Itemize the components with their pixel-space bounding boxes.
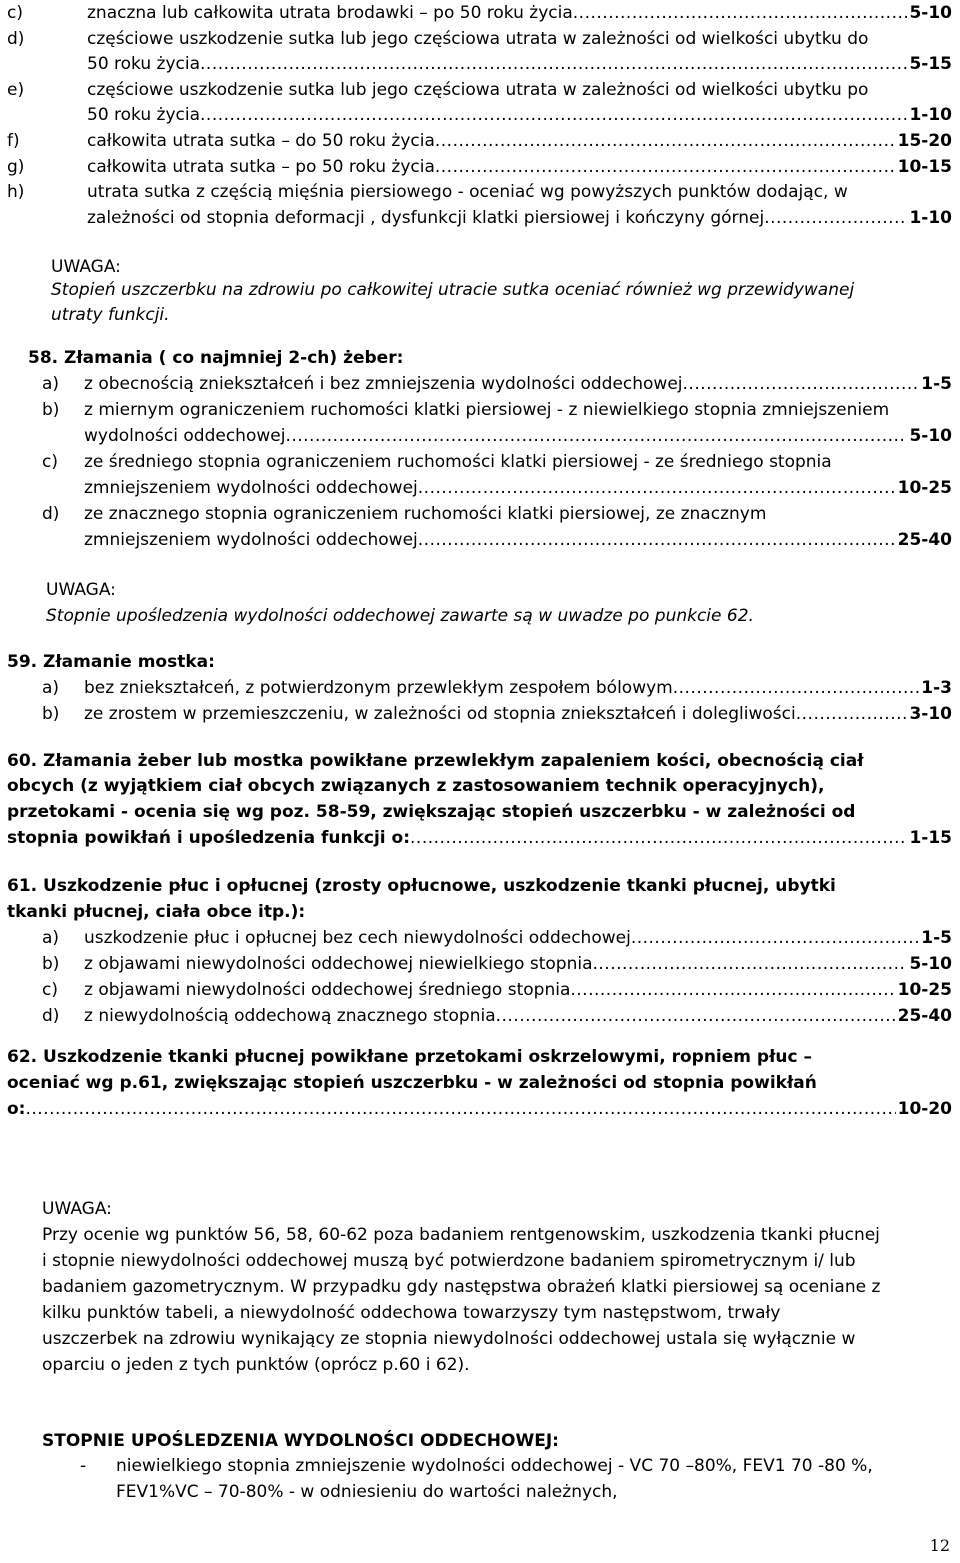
section-62-line-2: oceniać wg p.61, zwiększając stopień uszczerbku - w zależności od stopnia powikłań — [7, 1073, 817, 1093]
list-item-line — [7, 54, 952, 74]
item-value: 5-10 — [909, 3, 952, 23]
item-text-row — [84, 980, 952, 1000]
final-note-heading: UWAGA: — [42, 1199, 112, 1219]
item-text-row — [84, 1006, 952, 1026]
section-60-value: 1-15 — [909, 828, 952, 848]
item-text: z niewydolnością oddechową znacznego stopnia — [84, 1006, 496, 1026]
list-item-line — [7, 182, 952, 202]
leader-dots — [592, 954, 907, 974]
item-text: ze znacznego stopnia ograniczeniem ruchomości klatki piersiowej, ze znacznym — [84, 504, 767, 524]
leader-dots — [673, 678, 920, 698]
final-note-line-6: oparciu o jeden z tych punktów (oprócz p.60 i 62). — [42, 1355, 470, 1375]
section-60-last-text: stopnia powikłań i upośledzenia funkcji o: — [7, 828, 411, 848]
section-59-title: 59. Złamanie mostka: — [7, 652, 215, 672]
item-value: 10-15 — [897, 156, 952, 177]
leader-dots — [200, 105, 907, 125]
list-item-line — [42, 478, 952, 498]
item-value: 10-25 — [897, 980, 952, 1000]
item-text: z objawami niewydolności oddechowej niewielkiego stopnia — [84, 954, 593, 974]
final-note-line-1: Przy ocenie wg punktów 56, 58, 60-62 poza badaniem rentgenowskim, uszkodzenia tkanki płucnej — [42, 1225, 880, 1245]
list-item-line — [42, 954, 952, 974]
item-text: częściowe uszkodzenie sutka lub jego częściowa utrata w zależności od wielkości ubytku do — [87, 28, 869, 49]
leader-dots — [631, 928, 919, 948]
item-letter: g) — [7, 156, 25, 177]
final-note-line-5: uszczerbek na zdrowiu wynikający ze stopnia niewydolności oddechowej ustala się wyłącznie w — [42, 1329, 856, 1349]
item-value: 3-10 — [909, 704, 952, 724]
section-61-line-2: tkanki płucnej, ciała obce itp.): — [7, 902, 306, 922]
item-text: ze zrostem w przemieszczeniu, w zależności od stopnia zniekształceń i dolegliwości — [84, 704, 796, 724]
item-value: 1-5 — [921, 374, 952, 394]
item-letter: c) — [42, 980, 58, 1000]
leader-dots — [570, 980, 895, 1000]
item-text: 50 roku życia — [87, 54, 201, 75]
list-item-line — [42, 678, 952, 698]
item-letter: a) — [42, 374, 60, 394]
item-letter: f) — [7, 131, 20, 151]
final-note-line-4: kilku punktów tabeli, a niewydolność oddechowa towarzyszy tym następstwom, trwały — [42, 1303, 781, 1323]
leader-dots — [796, 704, 908, 724]
item-text: zależności od stopnia deformacji , dysfunkcji klatki piersiowej i kończyny górnej — [87, 207, 765, 228]
item-text-row — [84, 928, 952, 948]
list-item-line — [42, 374, 952, 394]
item-text-row — [87, 29, 952, 49]
item-text: całkowita utrata sutka – po 50 roku życia — [87, 156, 435, 177]
item-text: z objawami niewydolności oddechowej średniego stopnia — [84, 980, 571, 1000]
item-text-row — [84, 530, 952, 550]
item-text: uszkodzenie płuc i opłucnej bez cech niewydolności oddechowej — [84, 928, 631, 948]
item-value: 1-5 — [921, 928, 952, 948]
item-text-row — [87, 3, 952, 23]
leader-dots — [764, 208, 907, 228]
item-text: wydolności oddechowej — [84, 426, 286, 446]
item-text-row — [84, 954, 952, 974]
item-value: 1-3 — [921, 678, 952, 698]
item-letter: b) — [42, 704, 60, 724]
stopnie-line-2: FEV1%VC – 70-80% - w odniesieniu do wartości należnych, — [116, 1482, 618, 1502]
page-number: 12 — [929, 1536, 950, 1555]
item-letter: e) — [7, 79, 25, 100]
item-letter: d) — [42, 1006, 60, 1026]
leader-dots — [435, 131, 896, 151]
note-57-line-1: Stopień uszczerbku na zdrowiu po całkowitej utracie sutka oceniać również wg przewidywanej — [51, 280, 855, 300]
section-62-line-1: 62. Uszkodzenie tkanki płucnej powikłane przetokami oskrzelowymi, ropniem płuc – — [7, 1047, 813, 1067]
item-text: utrata sutka z częścią mięśnia piersiowego - oceniać wg powyższych punktów dodając, w — [87, 182, 848, 203]
section-60-line-2: obcych (z wyjątkiem ciał obcych związanych z zastosowaniem technik operacyjnych), — [7, 776, 825, 796]
item-text-row — [84, 400, 952, 420]
section-61-line-1: 61. Uszkodzenie płuc i opłucnej (zrosty opłucnowe, uszkodzenie tkanki płucnej, ubytki — [7, 876, 836, 896]
leader-dots — [418, 478, 896, 498]
item-text-row — [87, 105, 952, 125]
leader-dots — [418, 530, 896, 550]
note-57-line-2: utraty funkcji. — [51, 305, 170, 325]
item-text-row — [84, 678, 952, 698]
item-text: z miernym ograniczeniem ruchomości klatki piersiowej - z niewielkiego stopnia zmniejszeniem — [84, 400, 890, 420]
item-text: ze średniego stopnia ograniczeniem ruchomości klatki piersiowej - ze średniego stopnia — [84, 452, 832, 472]
item-value: 10-25 — [897, 478, 952, 498]
list-item-line — [7, 105, 952, 125]
leader-dots — [200, 54, 907, 74]
item-letter: a) — [42, 928, 60, 948]
section-60-line-1: 60. Złamania żeber lub mostka powikłane przewlekłym zapaleniem kości, obecnością ciał — [7, 751, 864, 771]
item-text-row — [84, 426, 952, 446]
list-item-line — [42, 928, 952, 948]
list-item-line — [42, 704, 952, 724]
list-item-line — [7, 29, 952, 49]
list-item-line — [7, 3, 952, 23]
item-value: 5-15 — [909, 54, 952, 75]
item-text-row — [87, 54, 952, 74]
item-text-row — [84, 452, 952, 472]
list-item-line — [42, 980, 952, 1000]
item-text-row — [84, 478, 952, 498]
item-letter: a) — [42, 678, 60, 698]
leader-dots — [496, 1006, 896, 1026]
stopnie-dash: - — [80, 1456, 87, 1476]
item-text: zmniejszeniem wydolności oddechowej — [84, 478, 418, 498]
list-item-line — [42, 426, 952, 446]
item-text-row — [87, 208, 952, 228]
item-text: znaczna lub całkowita utrata brodawki – po 50 roku życia — [87, 3, 573, 23]
item-text-row — [84, 504, 952, 524]
item-text: 50 roku życia — [87, 105, 201, 126]
stopnie-heading: STOPNIE UPOŚLEDZENIA WYDOLNOŚCI ODDECHOWEJ: — [42, 1431, 559, 1451]
item-value: 15-20 — [897, 131, 952, 151]
item-value: 1-10 — [909, 105, 952, 126]
list-item-line — [42, 1006, 952, 1026]
list-item-line — [7, 131, 952, 151]
list-item-line — [42, 452, 952, 472]
section-62-value: 10-20 — [897, 1099, 952, 1119]
leader-dots — [410, 828, 907, 848]
item-letter: c) — [42, 452, 58, 472]
section-62-last-text: o: — [7, 1099, 26, 1119]
item-text: z obecnością zniekształceń i bez zmniejszenia wydolności oddechowej — [84, 374, 683, 394]
section-58-title: 58. Złamania ( co najmniej 2-ch) żeber: — [28, 348, 404, 368]
note-58-text: Stopnie upośledzenia wydolności oddechowej zawarte są w uwadze po punkcie 62. — [46, 606, 754, 626]
note-57-heading: UWAGA: — [51, 257, 121, 277]
item-value: 5-10 — [909, 426, 952, 446]
item-letter: b) — [42, 954, 60, 974]
item-letter: d) — [7, 28, 25, 49]
list-item-line — [7, 157, 952, 177]
item-text: całkowita utrata sutka – do 50 roku życia — [87, 131, 435, 151]
item-letter: d) — [42, 504, 60, 524]
leader-dots — [683, 374, 920, 394]
item-value: 5-10 — [909, 954, 952, 974]
item-letter: h) — [7, 182, 25, 203]
item-value: 25-40 — [897, 530, 952, 550]
section-60-line-4 — [7, 828, 952, 848]
item-letter: b) — [42, 400, 60, 420]
leader-dots — [573, 3, 908, 23]
list-item-line — [7, 208, 952, 228]
final-note-line-2: i stopnie niewydolności oddechowej muszą być potwierdzone badaniem spirometrycznym i/ lub — [42, 1251, 856, 1271]
list-item-line — [42, 400, 952, 420]
section-60-line-3: przetokami - ocenia się wg poz. 58-59, zwiększając stopień uszczerbku - w zależności od — [7, 802, 856, 822]
item-value: 1-10 — [909, 207, 952, 228]
leader-dots — [435, 157, 896, 177]
item-value: 25-40 — [897, 1006, 952, 1026]
item-text-row — [87, 80, 952, 100]
item-text: bez zniekształceń, z potwierdzonym przewlekłym zespołem bólowym — [84, 678, 673, 698]
section-62-line-3 — [7, 1099, 952, 1119]
item-text-row — [87, 157, 952, 177]
item-text: częściowe uszkodzenie sutka lub jego częściowa utrata w zależności od wielkości ubytku po — [87, 79, 869, 100]
item-letter: c) — [7, 3, 23, 23]
list-item-line — [7, 80, 952, 100]
item-text-row — [84, 374, 952, 394]
final-note-line-3: badaniem gazometrycznym. W przypadku gdy następstwa obrażeń klatki piersiowej są oceniane z — [42, 1277, 881, 1297]
item-text: zmniejszeniem wydolności oddechowej — [84, 530, 418, 550]
item-text-row — [87, 131, 952, 151]
item-text-row — [87, 182, 952, 202]
list-item-line — [42, 530, 952, 550]
item-text-row — [84, 704, 952, 724]
leader-dots — [285, 426, 907, 446]
stopnie-line-1: niewielkiego stopnia zmniejszenie wydolności oddechowej - VC 70 –80%, FEV1 70 -80 %, — [116, 1456, 873, 1476]
leader-dots — [25, 1099, 895, 1119]
note-58-heading: UWAGA: — [46, 580, 116, 600]
list-item-line — [42, 504, 952, 524]
